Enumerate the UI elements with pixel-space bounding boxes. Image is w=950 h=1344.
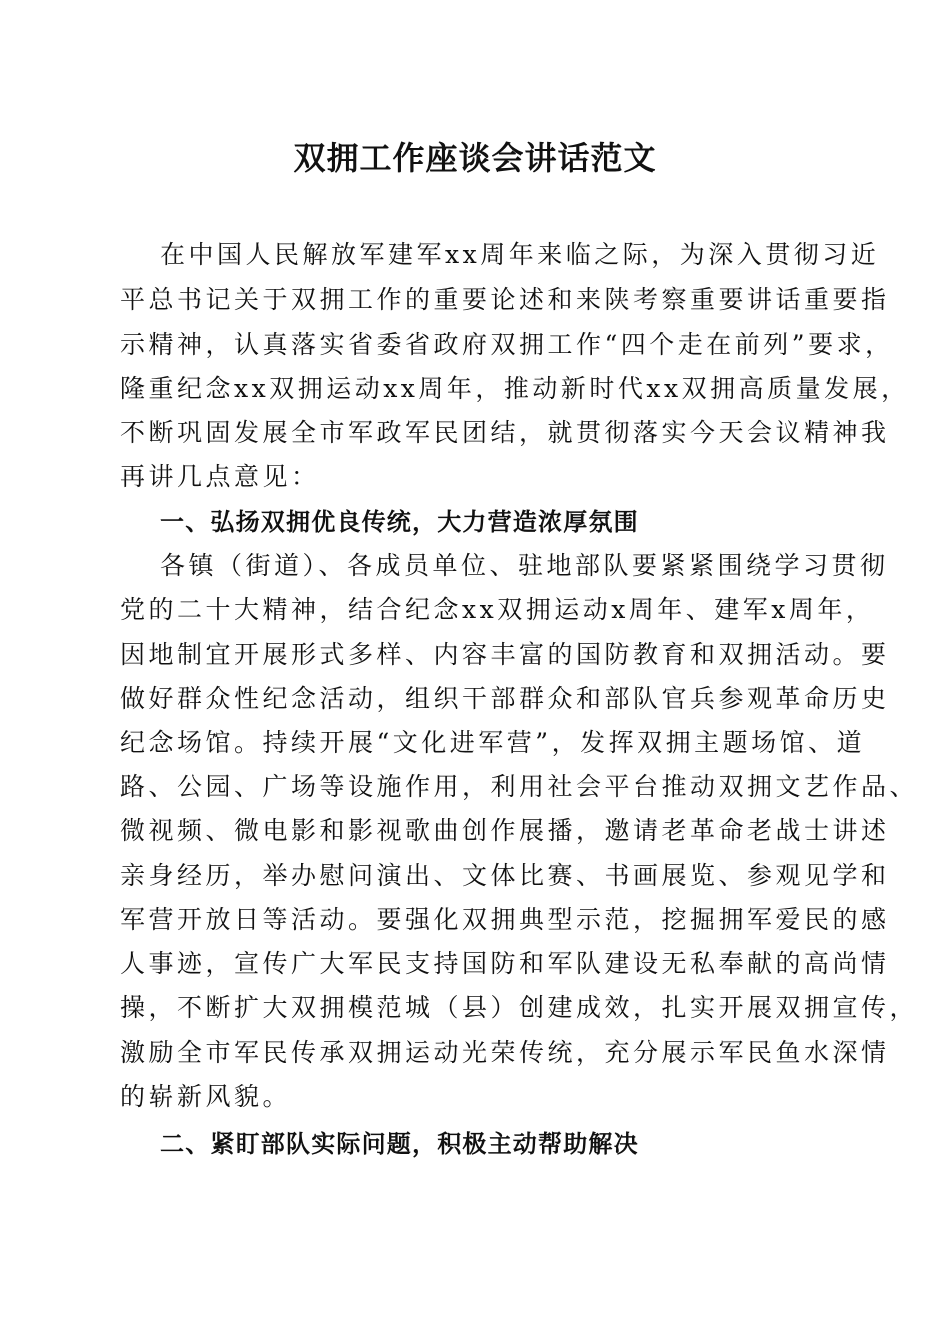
body-line bbox=[0, 900, 950, 940]
body-line bbox=[0, 988, 950, 1028]
text-line: 路、公园、广场等设施作用，利用社会平台推动双拥文艺作品、 bbox=[120, 772, 919, 801]
intro-line bbox=[0, 325, 950, 365]
text-line: 示精神，认真落实省委省政府双拥工作“四个走在前列”要求， bbox=[120, 330, 894, 359]
intro-line bbox=[0, 235, 950, 275]
text-line: 的崭新风貌。 bbox=[120, 1082, 292, 1111]
text-line: 纪念场馆。持续开展“文化进军营”，发挥双拥主题场馆、道 bbox=[120, 728, 866, 757]
body-line bbox=[0, 723, 950, 763]
text-line: 做好群众性纪念活动，组织干部群众和部队官兵参观革命历史 bbox=[120, 684, 890, 713]
text-line: 微视频、微电影和影视歌曲创作展播，邀请老革命老战士讲述 bbox=[120, 816, 890, 845]
text-line: 平总书记关于双拥工作的重要论述和来陕考察重要讲话重要指 bbox=[120, 285, 890, 314]
intro-line bbox=[0, 280, 950, 320]
body-line bbox=[0, 811, 950, 851]
body-line bbox=[0, 944, 950, 984]
body-line bbox=[0, 679, 950, 719]
text-line: 各镇（街道）、各成员单位、驻地部队要紧紧围绕学习贯彻 bbox=[160, 551, 889, 580]
body-line bbox=[0, 767, 950, 807]
body-line bbox=[0, 856, 950, 896]
body-line bbox=[0, 635, 950, 675]
body-line bbox=[0, 1033, 950, 1073]
text-line: 激励全市军民传承双拥运动光荣传统，充分展示军民鱼水深情 bbox=[120, 1038, 890, 1067]
section-2-heading: 二、紧盯部队实际问题，积极主动帮助解决 bbox=[160, 1130, 639, 1158]
text-line: 军营开放日等活动。要强化双拥典型示范，挖掘拥军爱民的感 bbox=[120, 905, 890, 934]
section-1-heading: 一、弘扬双拥优良传统，大力营造浓厚氛围 bbox=[160, 508, 639, 536]
section-heading bbox=[0, 502, 950, 542]
text-line: 操，不断扩大双拥模范城（县）创建成效，扎实开展双拥宣传， bbox=[120, 993, 919, 1022]
text-line: 亲身经历，举办慰问演出、文体比赛、书画展览、参观见学和 bbox=[120, 861, 890, 890]
document-title: 双拥工作座谈会讲话范文 bbox=[293, 139, 657, 177]
section-heading bbox=[0, 1124, 950, 1164]
text-line: 因地制宜开展形式多样、内容丰富的国防教育和双拥活动。要 bbox=[120, 640, 890, 669]
body-line bbox=[0, 1077, 950, 1117]
text-line: 在中国人民解放军建军xx周年来临之际，为深入贯彻习近 bbox=[160, 240, 880, 269]
intro-line bbox=[0, 369, 950, 409]
text-line: 不断巩固发展全市军政军民团结，就贯彻落实今天会议精神我 bbox=[120, 418, 890, 447]
text-line: 再讲几点意见： bbox=[120, 462, 320, 491]
intro-line bbox=[0, 457, 950, 497]
intro-line bbox=[0, 413, 950, 453]
text-line: 党的二十大精神，结合纪念xx双拥运动x周年、建军x周年， bbox=[120, 595, 875, 624]
text-line: 人事迹，宣传广大军民支持国防和军队建设无私奉献的高尚情 bbox=[120, 949, 890, 978]
body-line bbox=[0, 546, 950, 586]
text-line: 隆重纪念xx双拥运动xx周年，推动新时代xx双拥高质量发展， bbox=[120, 374, 910, 403]
body-line bbox=[0, 590, 950, 630]
